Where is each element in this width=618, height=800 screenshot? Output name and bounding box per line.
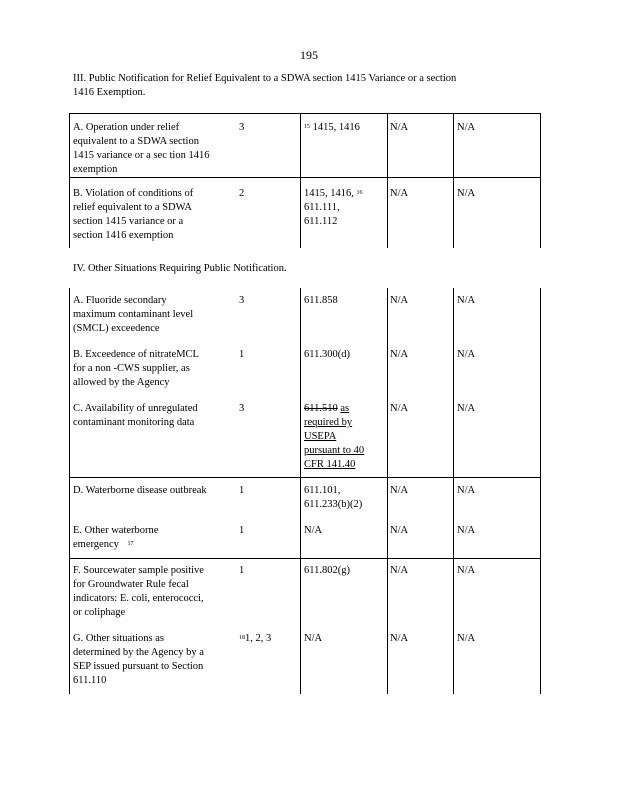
row-description: G. Other situations as determined by the Agency by a SEP issued pursuant to Section 611.110 — [73, 633, 204, 686]
row-description: B. Violation of conditions of relief equivalent to a SDWA section 1415 variance or a section 1416 exemption — [73, 188, 194, 241]
row-col5: N/A — [457, 485, 476, 496]
row-tier: 1 — [239, 525, 245, 536]
row-reference: 1415, 1416, $^{16}$ 611.111, 611.112 — [304, 188, 363, 227]
section-3-heading-line1: III. Public Notification for Relief Equivalent to a SDWA section 1415 Variance or a section — [73, 73, 457, 84]
row-reference: 611.101, 611.233(b)(2) — [304, 485, 363, 510]
row-description: B. Exceedence of nitrateMCL for a non -CWS supplier, as allowed by the Agency — [73, 349, 199, 388]
footnote-marker: 16 — [356, 190, 363, 196]
row-col4: N/A — [390, 349, 409, 360]
row-description: C. Availability of unregulated contaminant monitoring data — [73, 403, 198, 428]
row-tier: 1 — [239, 349, 245, 360]
row-col4: N/A — [390, 295, 409, 306]
row-tier: 2 — [239, 188, 245, 199]
row-description: D. Waterborne disease outbreak — [73, 485, 207, 496]
row-tier: 3 — [239, 122, 245, 133]
row-col5: N/A — [457, 633, 476, 644]
row-description: E. Other waterborne emergency $^{17}$ — [73, 525, 159, 550]
row-reference: $^{15}$ 1415, 1416 — [304, 122, 360, 133]
row-col5: N/A — [457, 565, 476, 576]
row-reference: 611.858 — [304, 295, 338, 306]
row-col4: N/A — [390, 485, 409, 496]
row-col5: N/A — [457, 295, 476, 306]
row-reference: 611.510 as required by USEPA pursuant to 40 CFR 141.40 — [304, 403, 365, 470]
row-col4: N/A — [390, 122, 409, 133]
section-3-heading-line2: 1416 Exemption. — [73, 87, 146, 98]
row-reference: 611.300(d) — [304, 349, 350, 360]
row-description: A. Operation under relief equivalent to a SDWA section 1415 variance or a sec tion 1416 exemption — [73, 122, 210, 175]
section-4-heading: IV. Other Situations Requiring Public Notification. — [73, 263, 287, 274]
row-col4: N/A — [390, 565, 409, 576]
row-col5: N/A — [457, 525, 476, 536]
row-tier: 3 — [239, 403, 245, 414]
row-description: A. Fluoride secondary maximum contaminant level (SMCL) exceedence — [73, 295, 194, 334]
page-number: 195 — [300, 48, 318, 62]
row-reference: N/A — [304, 525, 323, 536]
footnote-marker: 17 — [127, 541, 134, 547]
row-col4: N/A — [390, 188, 409, 199]
struck-reference: 611.510 — [304, 403, 338, 414]
row-description: F. Sourcewater sample positive for Groundwater Rule fecal indicators: E. coli, enterococci, or coliphage — [73, 565, 204, 618]
row-reference: N/A — [304, 633, 323, 644]
row-col5: N/A — [457, 403, 476, 414]
footnote-marker: 18 — [239, 635, 245, 641]
row-col4: N/A — [390, 403, 409, 414]
row-reference: 611.802(g) — [304, 565, 350, 576]
row-col4: N/A — [390, 633, 409, 644]
row-col5: N/A — [457, 122, 476, 133]
row-tier: 1 — [239, 565, 245, 576]
row-tier: 1 — [239, 485, 245, 496]
footnote-marker: 15 — [304, 124, 310, 130]
row-tier: 3 — [239, 295, 245, 306]
row-col4: N/A — [390, 525, 409, 536]
row-tier: $^{18}$1, 2, 3 — [239, 633, 272, 644]
row-col5: N/A — [457, 188, 476, 199]
row-col5: N/A — [457, 349, 476, 360]
